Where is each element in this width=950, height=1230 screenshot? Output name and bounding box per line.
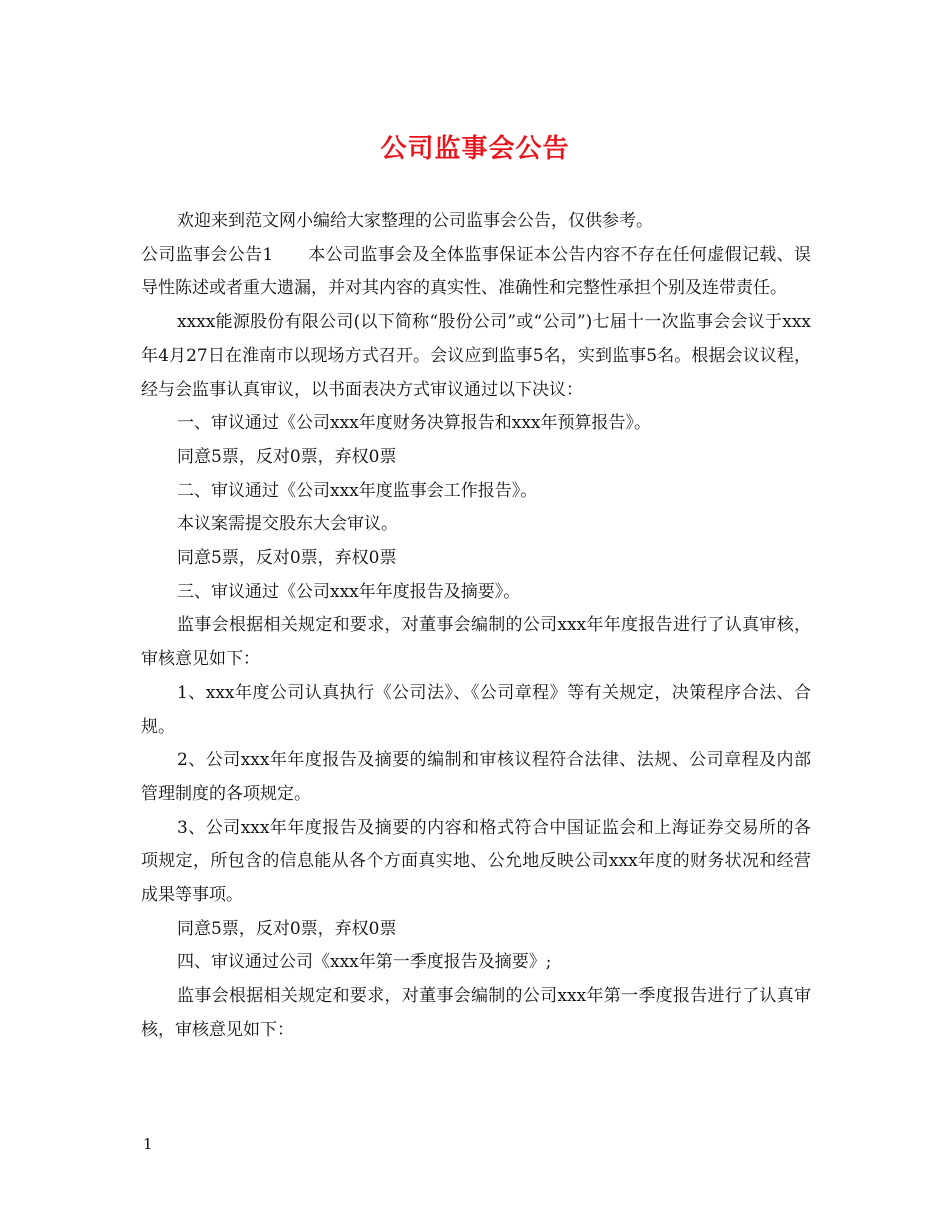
page-number: 1 [143,1135,153,1153]
document-paragraph: 监事会根据相关规定和要求，对董事会编制的公司xxx年年度报告进行了认真审核，审核意见如下： [141,615,811,670]
document-paragraph: 1、xxx年度公司认真执行《公司法》、《公司章程》等有关规定，决策程序合法、合规。 [141,682,811,737]
document-paragraph: 四、审议通过公司《xxx年第一季度报告及摘要》; [177,952,552,973]
document-paragraph: 3、公司xxx年年度报告及摘要的内容和格式符合中国证监会和上海证券交易所的各项规定，所包含的信息能从各个方面真实地、公允地反映公司xxx年度的财务状况和经营成果等事项。 [141,817,811,906]
document-paragraph: 同意5票，反对0票，弃权0票 [177,446,397,467]
document-paragraph: 同意5票，反对0票，弃权0票 [177,918,397,939]
document-paragraph: 同意5票，反对0票，弃权0票 [177,548,397,569]
document-body [141,205,811,1048]
document-paragraph: 本议案需提交股东大会审议。 [177,514,398,535]
document-title: 公司监事会公告 [380,134,570,164]
document-paragraph: 监事会根据相关规定和要求，对董事会编制的公司xxx年第一季度报告进行了认真审核，审核意见如下： [141,986,811,1040]
document-paragraph: 三、审议通过《公司xxx年年度报告及摘要》。 [177,581,521,602]
document-paragraph: 公司监事会公告1 本公司监事会及全体监事保证本公告内容不存在任何虚假记载、误导性陈述或者重大遗漏，并对其内容的真实性、准确性和完整性承担个别及连带责任。 [141,244,811,299]
document-paragraph: 二、审议通过《公司xxx年度监事会工作报告》。 [177,480,538,501]
document-paragraph: 2、公司xxx年年度报告及摘要的编制和审核议程符合法律、法规、公司章程及内部管理制度的各项规定。 [141,750,811,804]
document-paragraph: xxxx能源股份有限公司(以下简称“股份公司”或“公司”)七届十一次监事会会议于xxx年4月27日在淮南市以现场方式召开。会议应到监事5名，实到监事5名。根据会议议程，经与会监事认真审议，以书面表决方式审议通过以下决议： [141,312,811,400]
document-paragraph: 欢迎来到范文网小编给大家整理的公司监事会公告，仅供参考。 [177,211,653,231]
document-paragraph: 一、审议通过《公司xxx年度财务决算报告和xxx年预算报告》。 [177,413,652,434]
